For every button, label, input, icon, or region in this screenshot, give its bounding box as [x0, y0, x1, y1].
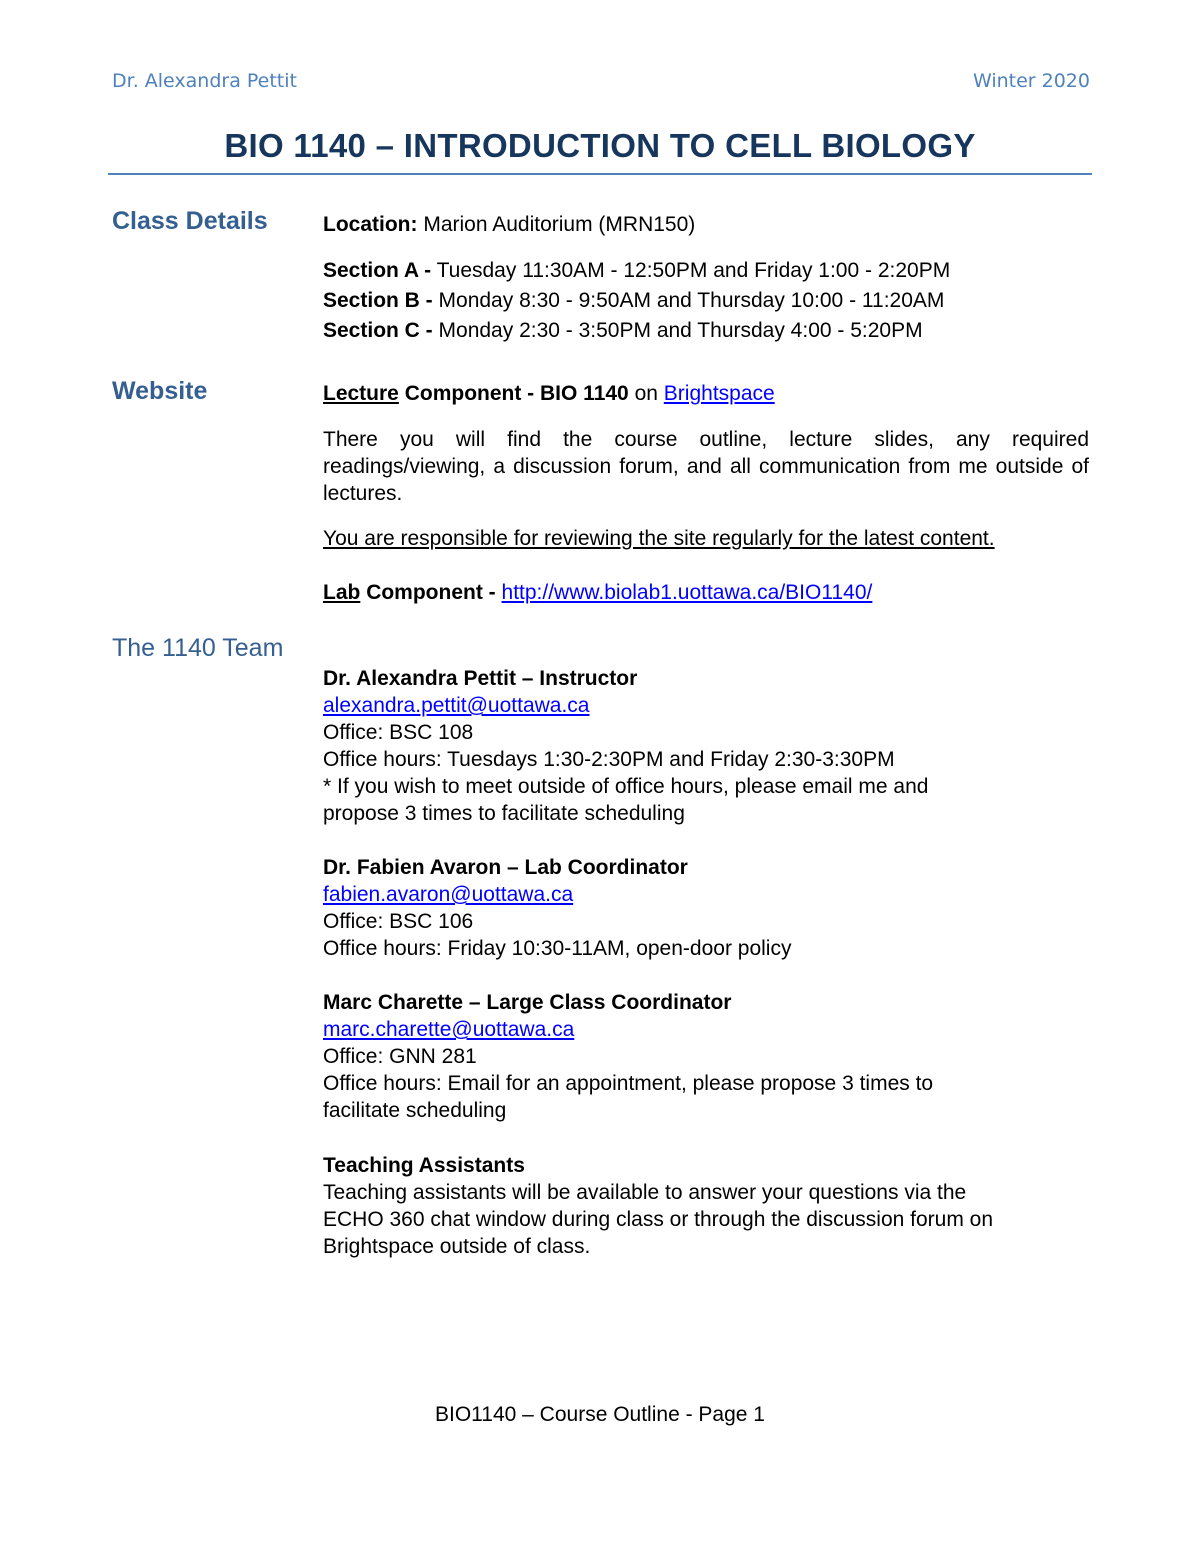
- member-hours: Office hours: Friday 10:30-11AM, open-door policy: [323, 937, 792, 960]
- member-hours: Office hours: Tuesdays 1:30-2:30PM and Friday 2:30-3:30PM: [323, 748, 895, 771]
- member-name: Dr. Alexandra Pettit – Instructor: [323, 667, 638, 690]
- email-link[interactable]: fabien.avaron@uottawa.ca: [323, 883, 574, 906]
- lecture-word: Lecture: [323, 382, 399, 405]
- member-note: propose 3 times to facilitate scheduling: [323, 802, 685, 825]
- responsibility-note: You are responsible for reviewing the site regularly for the latest content.: [323, 527, 995, 550]
- title-divider: [108, 173, 1092, 175]
- location-value: Marion Auditorium (MRN150): [423, 213, 696, 236]
- member-name: Dr. Fabien Avaron – Lab Coordinator: [323, 856, 688, 879]
- teaching-assistants: [323, 1152, 1093, 1260]
- on-word: on: [634, 382, 658, 405]
- lecture-component-text: Component - BIO 1140: [404, 382, 629, 405]
- member-hours: facilitate scheduling: [323, 1099, 507, 1122]
- team-heading: The 1140 Team: [112, 634, 284, 662]
- section-a-label: Section A -: [323, 259, 432, 282]
- section-b-time: Monday 8:30 - 9:50AM and Thursday 10:00 - 11:20AM: [438, 289, 945, 312]
- website-heading: Website: [112, 377, 208, 405]
- lab-component-text: Component -: [366, 581, 496, 604]
- team-member-charette: [323, 989, 1093, 1124]
- header-term: Winter 2020: [972, 70, 1090, 92]
- header-author: Dr. Alexandra Pettit: [112, 70, 297, 92]
- ta-heading: Teaching Assistants: [323, 1154, 525, 1177]
- email-link[interactable]: alexandra.pettit@uottawa.ca: [323, 694, 590, 717]
- email-link[interactable]: marc.charette@uottawa.ca: [323, 1018, 575, 1041]
- website-description: There you will find the course outline, lecture slides, any required readings/viewing, a discussion forum, and all communication from me outside of lectures.: [323, 428, 1089, 505]
- section-c-time: Monday 2:30 - 3:50PM and Thursday 4:00 - 5:20PM: [438, 319, 923, 342]
- team-member-avaron: [323, 854, 1093, 962]
- section-b-label: Section B -: [323, 289, 433, 312]
- class-details-heading: Class Details: [112, 207, 268, 235]
- lecture-component-line: [323, 380, 775, 407]
- member-office: Office: GNN 281: [323, 1045, 477, 1068]
- ta-text: Brightspace outside of class.: [323, 1235, 591, 1258]
- member-office: Office: BSC 108: [323, 721, 474, 744]
- member-office: Office: BSC 106: [323, 910, 474, 933]
- section-c-label: Section C -: [323, 319, 433, 342]
- member-hours: Office hours: Email for an appointment, please propose 3 times to: [323, 1072, 934, 1095]
- ta-text: Teaching assistants will be available to answer your questions via the: [323, 1181, 967, 1204]
- lab-word: Lab: [323, 581, 361, 604]
- page-footer: BIO1140 – Course Outline - Page 1: [435, 1403, 765, 1426]
- team-member-pettit: [323, 665, 1093, 827]
- location-line: [323, 211, 695, 238]
- ta-text: ECHO 360 chat window during class or through the discussion forum on: [323, 1208, 994, 1231]
- member-note: * If you wish to meet outside of office hours, please email me and: [323, 775, 929, 798]
- member-name: Marc Charette – Large Class Coordinator: [323, 991, 732, 1014]
- location-label: Location:: [323, 213, 418, 236]
- section-c-line: [323, 317, 923, 344]
- section-a-time: Tuesday 11:30AM - 12:50PM and Friday 1:00 - 2:20PM: [436, 259, 951, 282]
- section-a-line: [323, 257, 950, 284]
- section-b-line: [323, 287, 944, 314]
- lab-component-line: [323, 579, 872, 606]
- brightspace-link[interactable]: Brightspace: [663, 382, 775, 405]
- page-title: BIO 1140 – INTRODUCTION TO CELL BIOLOGY: [224, 127, 976, 164]
- lab-website-link[interactable]: http://www.biolab1.uottawa.ca/BIO1140/: [501, 581, 873, 604]
